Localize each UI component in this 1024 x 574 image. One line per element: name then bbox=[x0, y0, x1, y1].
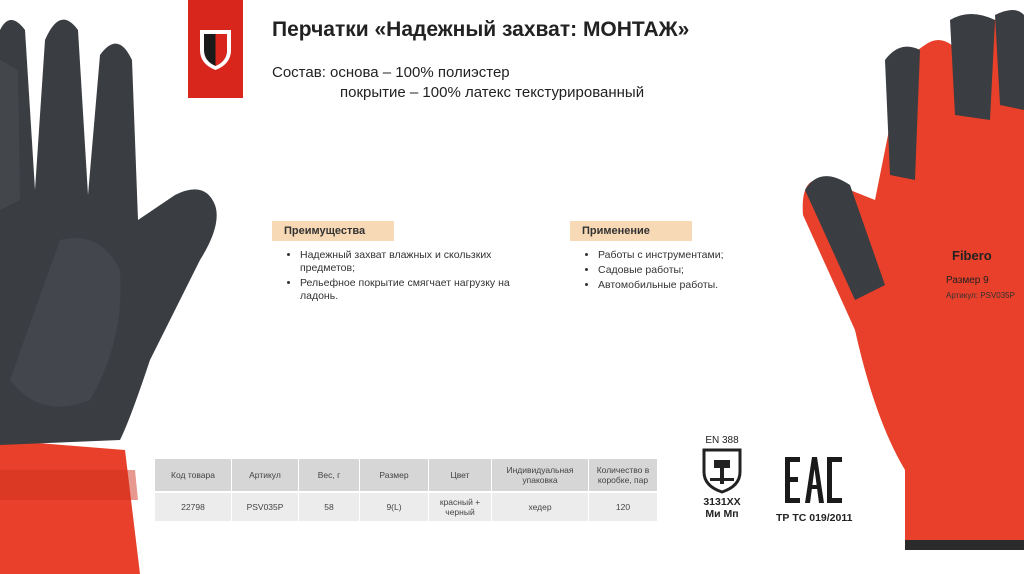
application-item: • Работы с инструментами; bbox=[598, 249, 798, 262]
tr-ts-label: ТР ТС 019/2011 bbox=[776, 512, 853, 524]
table-cell: красный + черный bbox=[429, 492, 492, 521]
advantages-item: • Рельефное покрытие смягчает нагрузку на ладонь. bbox=[300, 277, 510, 303]
glove-article-label: Артикул: PSV035P bbox=[946, 291, 1015, 300]
en388-label: EN 388 bbox=[705, 435, 739, 446]
table-cell: PSV035P bbox=[232, 492, 299, 521]
en388-sub: Ми Мп bbox=[705, 508, 739, 520]
table-header: Индивидуальная упаковка bbox=[492, 459, 589, 492]
table-cell: 120 bbox=[589, 492, 658, 521]
advantages-list bbox=[286, 249, 510, 305]
table-header-row bbox=[155, 459, 658, 492]
table-row bbox=[155, 492, 658, 521]
glove-size-label: Размер 9 bbox=[946, 275, 989, 286]
table-header: Размер bbox=[360, 459, 429, 492]
page-title: Перчатки «Надежный захват: МОНТАЖ» bbox=[272, 18, 690, 41]
table-header: Код товара bbox=[155, 459, 232, 492]
table-cell: хедер bbox=[492, 492, 589, 521]
brand-tab bbox=[188, 0, 243, 98]
hammer-shield-icon bbox=[702, 448, 742, 494]
table-header: Артикул bbox=[232, 459, 299, 492]
spec-table bbox=[155, 459, 658, 521]
application-heading: Применение bbox=[570, 221, 692, 241]
composition-base: Состав: основа – 100% полиэстер bbox=[272, 64, 510, 81]
application-list bbox=[584, 249, 798, 294]
table-header: Цвет bbox=[429, 459, 492, 492]
application-item: • Автомобильные работы. bbox=[598, 279, 798, 292]
table-cell: 58 bbox=[299, 492, 360, 521]
en388-mark bbox=[691, 435, 753, 520]
shield-logo-icon bbox=[198, 28, 233, 72]
table-header: Количество в коробке, пар bbox=[589, 459, 658, 492]
table-cell: 9(L) bbox=[360, 492, 429, 521]
table-header: Вес, г bbox=[299, 459, 360, 492]
en388-code: 3131XX bbox=[703, 496, 741, 508]
eac-mark-icon bbox=[785, 455, 843, 505]
table-cell: 22798 bbox=[155, 492, 232, 521]
glove-brand-label: Fibero bbox=[952, 248, 992, 263]
application-item: • Садовые работы; bbox=[598, 264, 798, 277]
advantages-item: • Надежный захват влажных и скользких предметов; bbox=[300, 249, 510, 275]
advantages-heading: Преимущества bbox=[272, 221, 394, 241]
composition-coating: покрытие – 100% латекс текстурированный bbox=[340, 84, 645, 101]
